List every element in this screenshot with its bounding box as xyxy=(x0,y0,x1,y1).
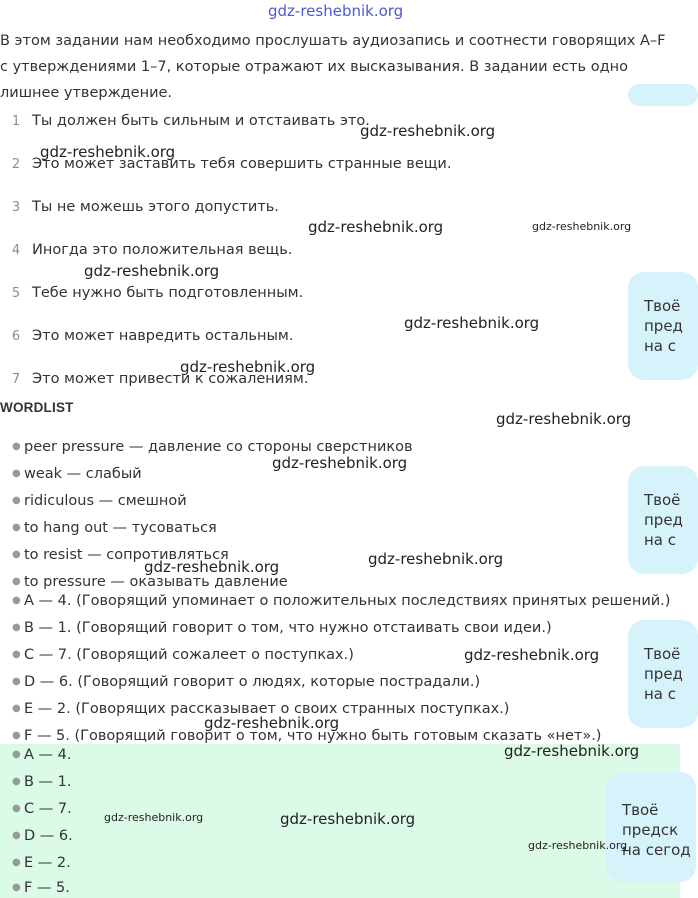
statement-row xyxy=(0,325,293,347)
bullet-icon: ● xyxy=(12,576,21,587)
bullet-icon: ● xyxy=(12,776,21,787)
bullet-icon: ● xyxy=(12,882,21,893)
statement-text: Ты не можешь этого допустить. xyxy=(32,199,279,215)
statement-row xyxy=(0,282,303,304)
bullet-icon: ● xyxy=(12,676,21,687)
answer-explained: ● D — 6. (Говорящий говорит о людях, которые пострадали.) xyxy=(12,674,481,690)
bullet-icon: ● xyxy=(12,830,21,841)
watermark: gdz-reshebnik.org xyxy=(504,742,640,760)
watermark: gdz-reshebnik.org xyxy=(308,218,444,236)
side-card-2[interactable] xyxy=(628,466,698,574)
wordlist-item: ● to resist — сопротивляться xyxy=(12,547,229,563)
watermark: gdz-reshebnik.org xyxy=(272,454,408,472)
statement-number: 1 xyxy=(11,114,21,129)
watermark: gdz-reshebnik.org xyxy=(180,358,316,376)
statement-text: Ты должен быть сильным и отстаивать это. xyxy=(32,113,370,129)
answer-explained: ● A — 4. (Говорящий упоминает о положительных последствиях принятых решений.) xyxy=(12,593,671,609)
wordlist-item: ● peer pressure — давление со стороны сверстников xyxy=(12,439,413,455)
side-card-1[interactable] xyxy=(628,272,698,380)
watermark: gdz-reshebnik.org xyxy=(360,122,496,140)
watermark: gdz-reshebnik.org xyxy=(464,646,600,664)
bullet-icon: ● xyxy=(12,595,21,606)
watermark: gdz-reshebnik.org xyxy=(84,262,220,280)
answer-explained: ● F — 5. (Говорящий говорит о том, что нужно быть готовым сказать «нет».) xyxy=(12,728,602,744)
site-header-watermark[interactable]: gdz-reshebnik.org xyxy=(268,2,404,20)
statement-number: 4 xyxy=(11,243,21,258)
task-intro: В этом задании нам необходимо прослушать аудиозапись и соотнести говорящих A–F с утверждениями 1–7, которые отражают их высказывания. В задании есть одно лишнее утверждение. xyxy=(0,33,666,101)
wordlist-item: ● weak — слабый xyxy=(12,466,142,482)
statement-number: 6 xyxy=(11,329,21,344)
bullet-icon: ● xyxy=(12,749,21,760)
bullet-icon: ● xyxy=(12,730,21,741)
answer-explained: ● E — 2. (Говорящих рассказывает о своих странных поступках.) xyxy=(12,701,510,717)
watermark: gdz-reshebnik.org xyxy=(368,550,504,568)
answer-short: ● F — 5. xyxy=(12,880,70,896)
answer-short: ● D — 6. xyxy=(12,828,73,844)
statement-text: Иногда это положительная вещь. xyxy=(32,242,293,258)
answer-short: ● B — 1. xyxy=(12,774,72,790)
answer-explained: ● C — 7. (Говорящий сожалеет о поступках.) xyxy=(12,647,354,663)
statement-number: 5 xyxy=(11,286,21,301)
watermark: gdz-reshebnik.org xyxy=(144,558,280,576)
bullet-icon: ● xyxy=(12,649,21,660)
statement-number: 2 xyxy=(11,157,21,172)
watermark: gdz-reshebnik.org xyxy=(496,410,632,428)
watermark: gdz-reshebnik.org xyxy=(532,220,632,233)
bullet-icon: ● xyxy=(12,522,21,533)
watermark: gdz-reshebnik.org xyxy=(204,714,340,732)
watermark: gdz-reshebnik.org xyxy=(404,314,540,332)
statement-text: Это может привести к сожалениям. xyxy=(32,371,309,387)
statement-text: Это может навредить остальным. xyxy=(32,328,294,344)
watermark: gdz-reshebnik.org xyxy=(40,143,176,161)
statement-number: 7 xyxy=(11,372,21,387)
wordlist-item: ● ridiculous — смешной xyxy=(12,493,187,509)
bullet-icon: ● xyxy=(12,549,21,560)
wordlist-item: ● to hang out — тусоваться xyxy=(12,520,217,536)
bullet-icon: ● xyxy=(12,468,21,479)
bullet-icon: ● xyxy=(12,703,21,714)
bullet-icon: ● xyxy=(12,803,21,814)
answer-short: ● E — 2. xyxy=(12,855,71,871)
side-card-text: Твоё предск на сегод xyxy=(622,801,691,859)
watermark: gdz-reshebnik.org xyxy=(280,810,416,828)
side-card-bottom[interactable] xyxy=(606,772,696,882)
watermark: gdz-reshebnik.org xyxy=(528,839,628,852)
statement-text: Тебе нужно быть подготовленным. xyxy=(32,285,304,301)
side-card-3[interactable] xyxy=(628,620,698,728)
bullet-icon: ● xyxy=(12,857,21,868)
answer-short: ● A — 4. xyxy=(12,747,72,763)
answer-short: ● C — 7. xyxy=(12,801,72,817)
answer-explained: ● B — 1. (Говорящий говорит о том, что нужно отстаивать свои идеи.) xyxy=(12,620,552,636)
statement-row xyxy=(0,110,370,132)
statement-number: 3 xyxy=(11,200,21,215)
bullet-icon: ● xyxy=(12,622,21,633)
statement-text: Это может заставить тебя совершить странные вещи. xyxy=(32,156,452,172)
watermark: gdz-reshebnik.org xyxy=(104,811,204,824)
side-card-text: Твоё пред на с xyxy=(644,297,683,355)
side-card-top[interactable] xyxy=(628,84,698,106)
statement-row xyxy=(0,196,279,218)
side-card-text: Твоё пред на с xyxy=(644,491,683,549)
bullet-icon: ● xyxy=(12,495,21,506)
wordlist-item: ● to pressure — оказывать давление xyxy=(12,574,288,590)
bullet-icon: ● xyxy=(12,441,21,452)
statement-row xyxy=(0,239,292,261)
side-card-text: Твоё пред на с xyxy=(644,645,683,703)
wordlist-heading: WORDLIST xyxy=(0,400,74,415)
